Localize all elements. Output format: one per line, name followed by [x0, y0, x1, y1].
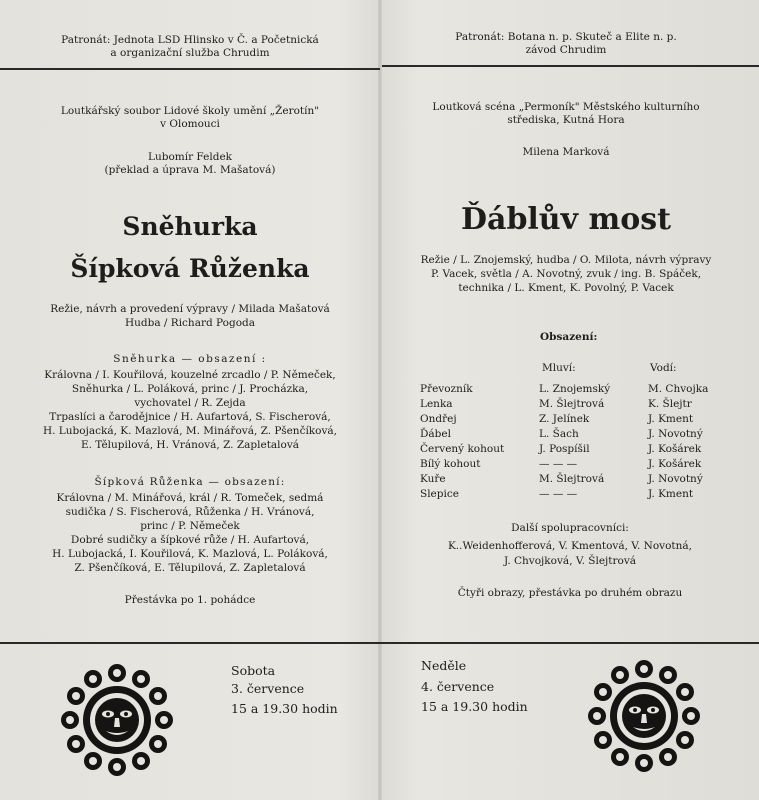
right-author: Milena Marková: [522, 146, 610, 158]
cast-leads: J. Košárek: [648, 443, 702, 455]
column-speaks-heading: Mluví:: [542, 362, 576, 374]
cast-role: Slepice: [420, 488, 459, 500]
cast2-line: H. Lubojacká, I. Kouřilová, K. Mazlová, L. Poláková,: [52, 548, 328, 560]
right-ensemble-line1: Loutková scéna „Permoník" Městského kulturního: [432, 101, 700, 113]
sun-face-emblem-right: [579, 656, 709, 776]
cast-leads: J. Kment: [648, 413, 694, 425]
cast-role: Lenka: [420, 398, 453, 410]
top-rule-left: [0, 68, 380, 70]
left-intermission: Přestávka po 1. pohádce: [124, 594, 256, 606]
cast2-line: Dobré sudičky a šípkové růže / H. Aufartová,: [70, 534, 310, 546]
cast-leads: J. Novotný: [648, 428, 703, 440]
cast-speaks: — — —: [539, 488, 578, 500]
cast-speaks: Z. Jelínek: [539, 413, 590, 425]
cast-leads: M. Chvojka: [648, 383, 709, 395]
left-ensemble-line2: v Olomouci: [160, 118, 220, 130]
left-credits-direction: Režie, návrh a provedení výpravy / Milada Mašatová: [50, 303, 330, 315]
cast-leads: K. Šlejtr: [648, 398, 692, 410]
cast-speaks: — — —: [539, 458, 578, 470]
top-rule-right: [382, 65, 759, 67]
cast-role: Převozník: [420, 383, 473, 395]
left-ensemble-line1: Loutkářský soubor Lidové školy umění „Žerotín": [60, 105, 320, 117]
others-line: K..Weidenhofferová, V. Kmentová, V. Novotná,: [447, 540, 693, 552]
cast2-line: princ / P. Němeček: [140, 520, 240, 532]
right-credits-line: technika / L. Kment, K. Povolný, P. Vacek: [458, 282, 674, 294]
cast1-line: H. Lubojacká, K. Mazlová, M. Minářová, Z. Pšenčíková,: [42, 425, 338, 437]
page-fold: [378, 0, 382, 800]
right-day: Neděle: [421, 658, 467, 673]
cast-speaks: M. Šlejtrová: [539, 473, 605, 485]
bottom-rule: [0, 642, 759, 644]
right-date: 4. července: [421, 679, 495, 694]
right-credits-line: P. Vacek, světla / A. Novotný, zvuk / ing. B. Spáček,: [430, 268, 702, 280]
title-sipkova-ruzenka: Šípková Růženka: [70, 254, 310, 283]
left-author: Lubomír Feldek: [147, 151, 233, 163]
cast-speaks: M. Šlejtrová: [539, 398, 605, 410]
cast-speaks: L. Šach: [539, 428, 579, 440]
right-patron-line2: závod Chrudim: [525, 44, 607, 56]
cast-role: Bílý kohout: [420, 458, 481, 470]
left-date: 3. července: [231, 681, 305, 696]
cast2-line: Královna / M. Minářová, král / R. Tomeček, sedmá: [56, 492, 324, 504]
cast1-line: E. Tělupilová, H. Vránová, Z. Zapletalová: [80, 439, 300, 451]
cast-role: Červený kohout: [420, 443, 505, 455]
left-day: Sobota: [231, 663, 276, 678]
cast1-line: vychovatel / R. Zejda: [134, 397, 246, 409]
cast2-line: sudička / S. Fischerová, Růženka / H. Vránová,: [65, 506, 315, 518]
cast-leads: J. Košárek: [648, 458, 702, 470]
others-line: J. Chvojková, V. Šlejtrová: [503, 555, 637, 567]
left-patron-line2: a organizační služba Chrudim: [110, 47, 270, 59]
right-patron-line1: Patronát: Botana n. p. Skuteč a Elite n. p.: [455, 31, 677, 43]
left-translator: (překlad a úprava M. Mašatová): [104, 164, 276, 176]
cast1-line: Královna / I. Kouřilová, kouzelné zrcadlo / P. Němeček,: [44, 369, 336, 381]
cast1-heading: Sněhurka — obsazení :: [113, 353, 267, 365]
cast-role: Ondřej: [420, 413, 457, 425]
cast-speaks: L. Znojemský: [539, 383, 611, 395]
left-time: 15 a 19.30 hodin: [231, 701, 338, 716]
title-snehurka: Sněhurka: [122, 212, 258, 241]
cast1-line: Trpaslíci a čarodějnice / H. Aufartová, S. Fischerová,: [49, 411, 331, 423]
right-ensemble-line2: střediska, Kutná Hora: [507, 114, 625, 126]
right-credits-line: Režie / L. Znojemský, hudba / O. Milota, návrh výpravy: [420, 254, 712, 266]
left-patron-line1: Patronát: Jednota LSD Hlinsko v Č. a Početnická: [61, 34, 319, 46]
cast-role: Kuře: [420, 473, 446, 485]
left-credits-music: Hudba / Richard Pogoda: [124, 317, 256, 329]
cast2-heading: Šípková Růženka — obsazení:: [94, 476, 286, 488]
title-dabluv-most: Ďáblův most: [460, 202, 671, 237]
sun-face-emblem-left: [52, 660, 182, 778]
column-leads-heading: Vodí:: [650, 362, 677, 374]
cast-leads: J. Kment: [648, 488, 694, 500]
cast1-line: Sněhurka / L. Poláková, princ / J. Procházka,: [71, 383, 309, 395]
cast-heading: Obsazení:: [540, 331, 598, 343]
cast-role: Ďábel: [420, 428, 451, 440]
others-heading: Další spolupracovníci:: [511, 522, 629, 534]
cast2-line: Z. Pšenčíková, E. Tělupilová, Z. Zapletalová: [74, 562, 306, 574]
cast-speaks: J. Pospíšil: [539, 443, 590, 455]
right-time: 15 a 19.30 hodin: [421, 699, 528, 714]
cast-leads: J. Novotný: [648, 473, 703, 485]
right-intermission: Čtyři obrazy, přestávka po druhém obrazu: [457, 587, 683, 599]
